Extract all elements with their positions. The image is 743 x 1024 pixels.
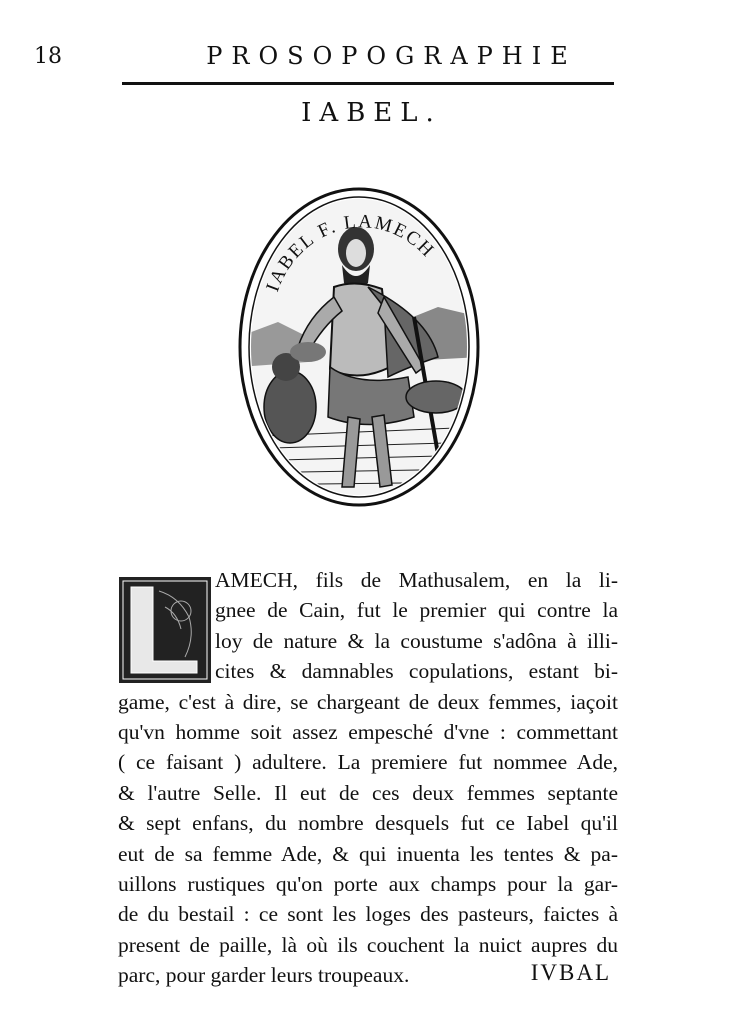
body-text (118, 565, 618, 990)
text-line: gnee de Cain, fut le premier qui contre la (215, 598, 618, 623)
text-line: & sept enfans, du nombre desquels fut ce Iabel qu'il (118, 811, 618, 836)
running-head: PROSOPOGRAPHIE (206, 42, 577, 70)
text-line: parc, pour garder leurs troupeaux. (118, 963, 410, 988)
page-number: 18 (34, 44, 62, 69)
portrait-medallion (238, 187, 480, 507)
text-line: game, c'est à dire, se chargeant de deux femmes, iaçoit (118, 689, 618, 714)
text-line: AMECH, fils de Mathusalem, en la li- (215, 568, 618, 592)
text-line: cites & damnables copulations, estant bi- (215, 659, 618, 684)
header-rule (122, 82, 614, 85)
catchword: IVBAL (530, 960, 611, 985)
text-line: qu'vn homme soit assez empesché d'vne : commettant (118, 719, 618, 744)
entry-title: IABEL. (301, 98, 442, 128)
medallion-inscription: IABEL F. LAMECH (262, 211, 439, 295)
text-line: eut de sa femme Ade, & qui inuenta les tentes & pa- (118, 841, 618, 866)
text-line: de du bestail : ce sont les loges des pasteurs, faictes à (118, 902, 618, 927)
text-line: & l'autre Selle. Il eut de ces deux femmes septante (118, 780, 618, 805)
text-line: present de paille, là où ils couchent la nuict aupres du (118, 932, 618, 957)
text-line: uillons rustiques qu'on porte aux champs pour la gar- (118, 871, 618, 896)
text-line: loy de nature & la coustume s'adôna à illi- (215, 628, 618, 653)
text-line: ( ce faisant ) adultere. La premiere fut nommee Ade, (118, 750, 618, 775)
